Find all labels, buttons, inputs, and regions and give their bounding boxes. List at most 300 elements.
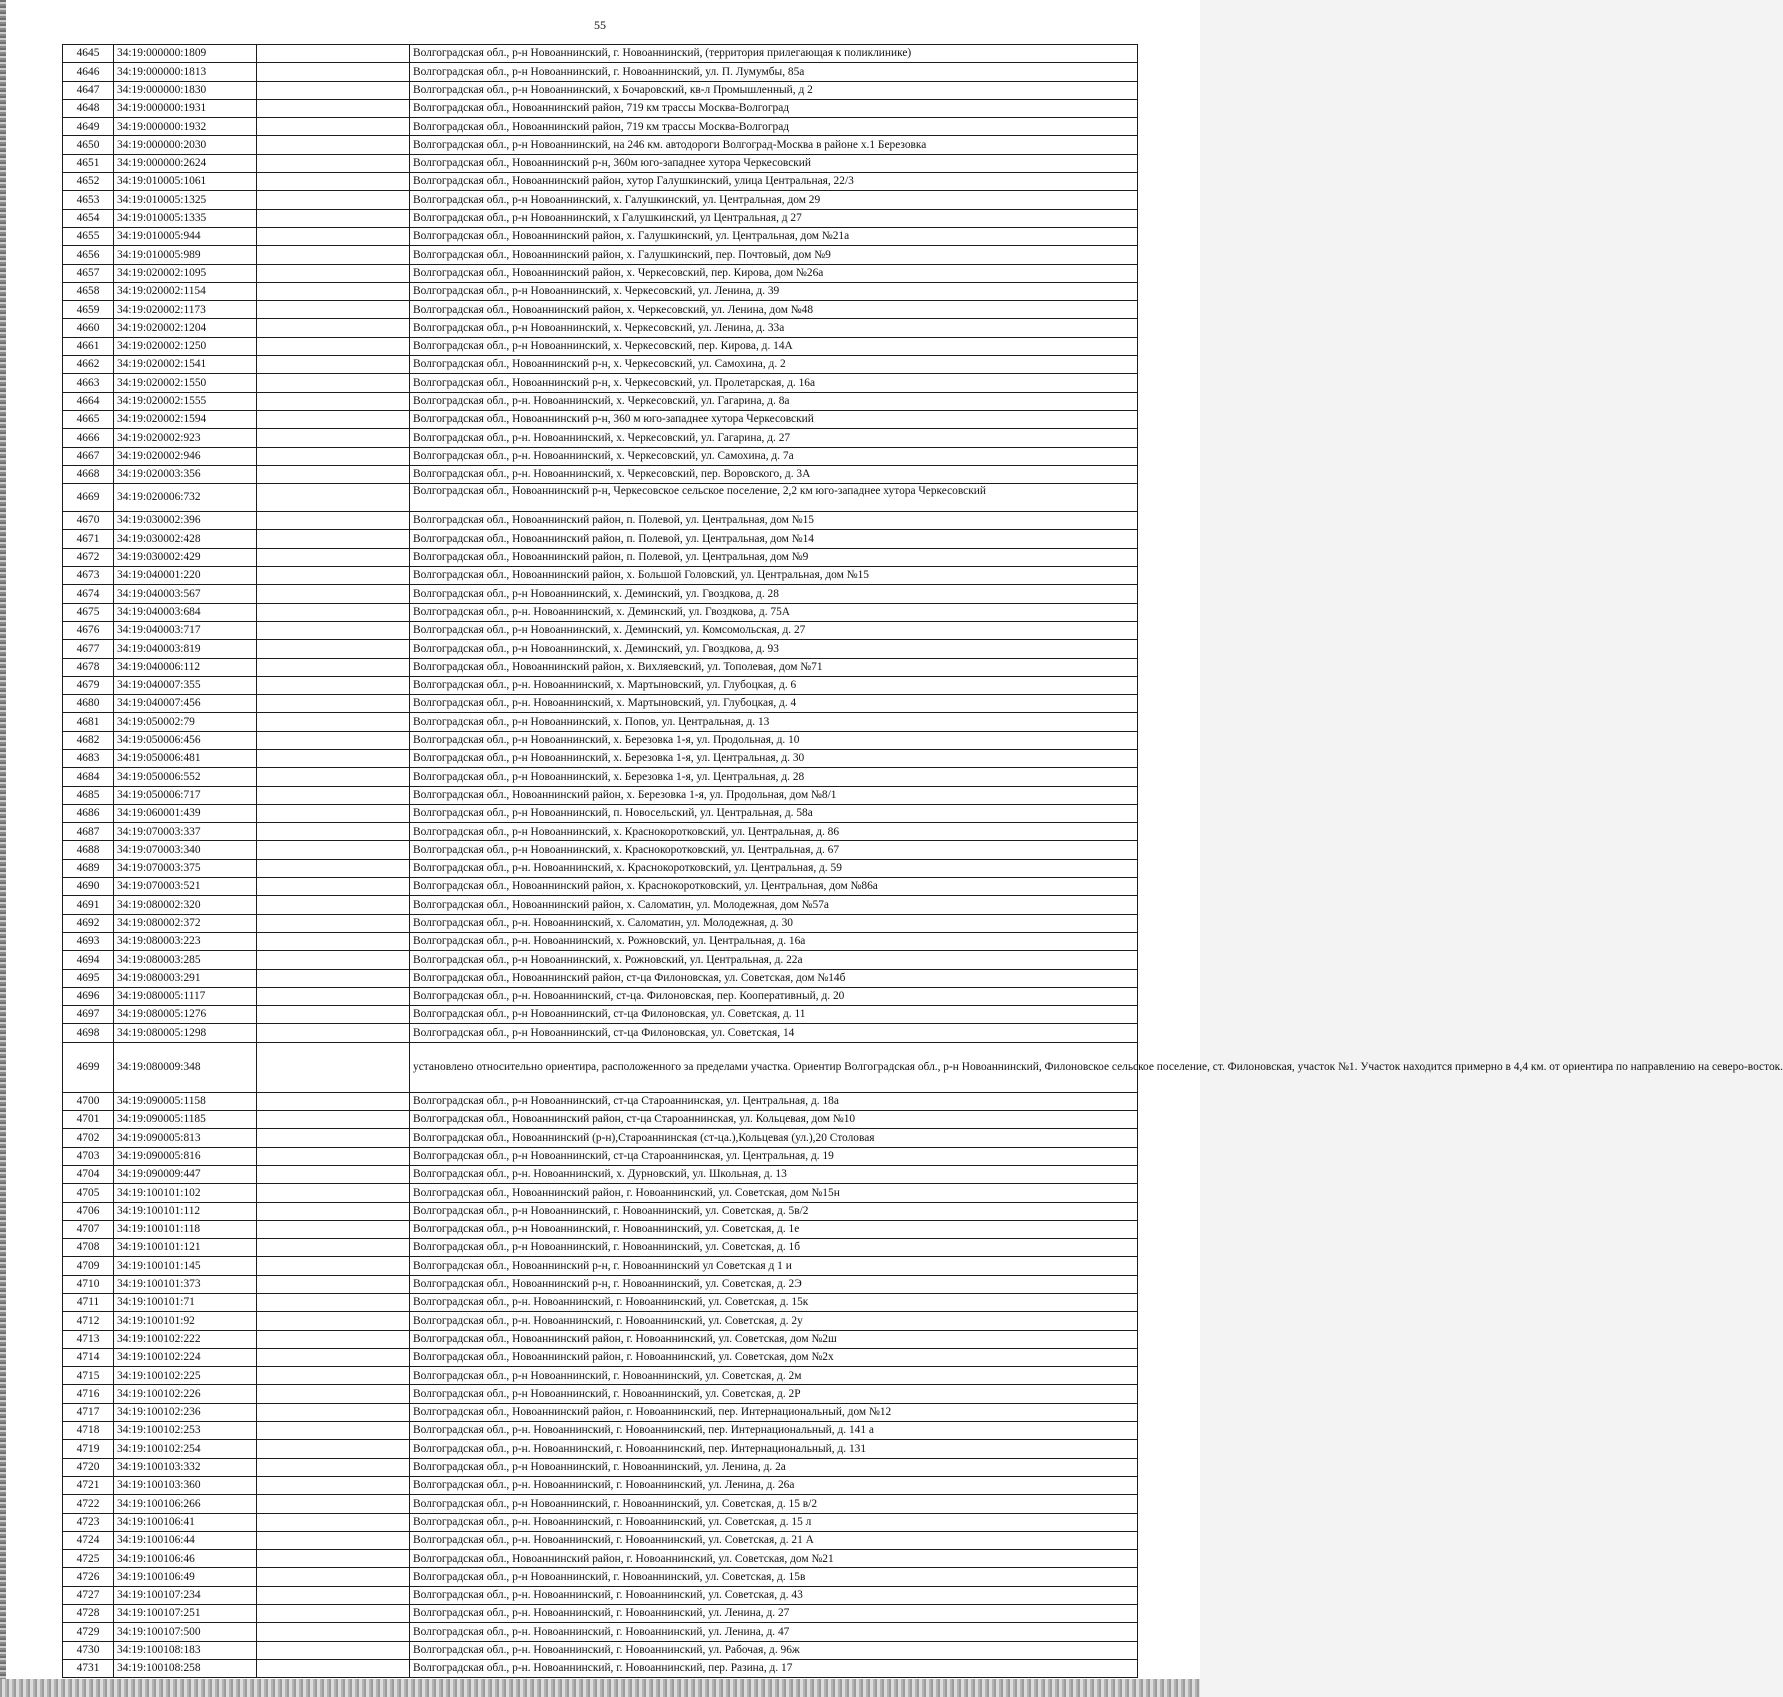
cadastral-number-cell: 34:19:040003:819: [114, 640, 257, 658]
cadastral-number-cell: 34:19:100102:226: [114, 1385, 257, 1403]
address-cell: Волгоградская обл., р-н. Новоаннинский, х. Дурновский, ул. Школьная, д. 13: [410, 1165, 1138, 1183]
address-cell: Волгоградская обл., р-н Новоаннинский, г. Новоаннинский, ул. Советская, д. 1е: [410, 1220, 1138, 1238]
row-number-cell: 4693: [63, 932, 114, 950]
empty-cell: [257, 1348, 410, 1366]
address-cell: Волгоградская обл., р-н Новоаннинский, х. Попов, ул. Центральная, д. 13: [410, 713, 1138, 731]
row-number-cell: 4710: [63, 1275, 114, 1293]
cadastral-number-cell: 34:19:040003:684: [114, 603, 257, 621]
address-cell: Волгоградская обл., р-н. Новоаннинский, г. Новоаннинский, ул. Ленина, д. 27: [410, 1605, 1138, 1623]
address-cell: Волгоградская обл., р-н. Новоаннинский, г. Новоаннинский, ул. Ленина, д. 47: [410, 1623, 1138, 1641]
cadastral-number-cell: 34:19:100101:102: [114, 1184, 257, 1202]
table-row: [63, 227, 1138, 245]
table-row: [63, 859, 1138, 877]
empty-cell: [257, 337, 410, 355]
address-cell: Волгоградская обл., р-н Новоаннинский, на 246 км. автодороги Волгоград-Москва в районе х.1 Березовка: [410, 136, 1138, 154]
table-row: [63, 1257, 1138, 1275]
cadastral-number-cell: 34:19:040007:456: [114, 695, 257, 713]
cadastral-number-cell: 34:19:100101:92: [114, 1312, 257, 1330]
table-row: [63, 896, 1138, 914]
address-cell: Волгоградская обл., Новоаннинский р-н, х. Черкесовский, ул. Самохина, д. 2: [410, 356, 1138, 374]
table-row: [63, 731, 1138, 749]
cadastral-number-cell: 34:19:070003:340: [114, 841, 257, 859]
row-number-cell: 4659: [63, 301, 114, 319]
row-number-cell: 4657: [63, 264, 114, 282]
row-number-cell: 4663: [63, 374, 114, 392]
address-cell: Волгоградская обл., р-н. Новоаннинский, г. Новоаннинский, ул. Советская, д. 15к: [410, 1294, 1138, 1312]
table-row: [63, 246, 1138, 264]
cadastral-number-cell: 34:19:020002:1555: [114, 392, 257, 410]
address-cell: Волгоградская обл., р-н. Новоаннинский, г. Новоаннинский, ул. Советская, д. 15 л: [410, 1513, 1138, 1531]
cadastral-number-cell: 34:19:020002:1594: [114, 410, 257, 428]
row-number-cell: 4655: [63, 227, 114, 245]
table-row: [63, 530, 1138, 548]
cadastral-number-cell: 34:19:030002:396: [114, 512, 257, 530]
empty-cell: [257, 1403, 410, 1421]
table-row: [63, 282, 1138, 300]
address-cell: Волгоградская обл., р-н Новоаннинский, г. Новоаннинский, ул. Советская, д. 2Р: [410, 1385, 1138, 1403]
address-cell: Волгоградская обл., р-н Новоаннинский, г. Новоаннинский, ул. Советская, д. 15в: [410, 1568, 1138, 1586]
cadastral-number-cell: 34:19:070003:337: [114, 823, 257, 841]
cadastral-number-cell: 34:19:040007:355: [114, 676, 257, 694]
empty-cell: [257, 356, 410, 374]
cadastral-number-cell: 34:19:100102:254: [114, 1440, 257, 1458]
address-cell: Волгоградская обл., р-н. Новоаннинский, ст-ца. Филоновская, пер. Кооперативный, д. 20: [410, 987, 1138, 1005]
empty-cell: [257, 1202, 410, 1220]
empty-cell: [257, 429, 410, 447]
row-number-cell: 4725: [63, 1550, 114, 1568]
empty-cell: [257, 282, 410, 300]
table-row: [63, 1294, 1138, 1312]
cadastral-number-cell: 34:19:020006:732: [114, 484, 257, 512]
cadastral-number-cell: 34:19:090005:1185: [114, 1111, 257, 1129]
empty-cell: [257, 987, 410, 1005]
address-cell: Волгоградская обл., р-н Новоаннинский, г. Новоаннинский, ул. Советская, д. 15 в/2: [410, 1495, 1138, 1513]
table-row: [63, 173, 1138, 191]
address-cell: Волгоградская обл., Новоаннинский район, п. Полевой, ул. Центральная, дом №15: [410, 512, 1138, 530]
table-row: [63, 585, 1138, 603]
row-number-cell: 4681: [63, 713, 114, 731]
address-cell: Волгоградская обл., Новоаннинский (р-н),Староаннинская (ст-ца.),Кольцевая (ул.),20 Столовая: [410, 1129, 1138, 1147]
row-number-cell: 4653: [63, 191, 114, 209]
table-row: [63, 987, 1138, 1005]
cadastral-number-cell: 34:19:100106:41: [114, 1513, 257, 1531]
table-row: [63, 136, 1138, 154]
address-cell: Волгоградская обл., р-н Новоаннинский, х. Березовка 1-я, ул. Центральная, д. 30: [410, 749, 1138, 767]
empty-cell: [257, 227, 410, 245]
table-row: [63, 969, 1138, 987]
empty-cell: [257, 1495, 410, 1513]
table-row: [63, 63, 1138, 81]
empty-cell: [257, 63, 410, 81]
empty-cell: [257, 896, 410, 914]
empty-cell: [257, 823, 410, 841]
table-row: [63, 1006, 1138, 1024]
row-number-cell: 4716: [63, 1385, 114, 1403]
cadastral-number-cell: 34:19:100108:183: [114, 1641, 257, 1659]
empty-cell: [257, 530, 410, 548]
table-row: [63, 658, 1138, 676]
empty-cell: [257, 1312, 410, 1330]
row-number-cell: 4683: [63, 749, 114, 767]
empty-cell: [257, 136, 410, 154]
address-cell: Волгоградская обл., р-н Новоаннинский, ст-ца Староаннинская, ул. Центральная, д. 18а: [410, 1092, 1138, 1110]
row-number-cell: 4669: [63, 484, 114, 512]
empty-cell: [257, 1531, 410, 1549]
cadastral-number-cell: 34:19:040006:112: [114, 658, 257, 676]
cadastral-number-cell: 34:19:080005:1276: [114, 1006, 257, 1024]
cadastral-number-cell: 34:19:040001:220: [114, 567, 257, 585]
table-row: [63, 392, 1138, 410]
address-cell: Волгоградская обл., р-н. Новоаннинский, г. Новоаннинский, пер. Интернациональный, д. 131: [410, 1440, 1138, 1458]
table-row: [63, 1550, 1138, 1568]
cadastral-number-cell: 34:19:000000:1809: [114, 45, 257, 63]
table-row: [63, 603, 1138, 621]
empty-cell: [257, 1476, 410, 1494]
table-row: [63, 264, 1138, 282]
table-row: [63, 374, 1138, 392]
address-cell: Волгоградская обл., р-н. Новоаннинский, г. Новоаннинский, ул. Рабочая, д. 96ж: [410, 1641, 1138, 1659]
table-row: [63, 1239, 1138, 1257]
address-cell: Волгоградская обл., р-н Новоаннинский, х. Галушкинский, ул. Центральная, дом 29: [410, 191, 1138, 209]
empty-cell: [257, 585, 410, 603]
table-row: [63, 191, 1138, 209]
address-cell: Волгоградская обл., Новоаннинский район, х. Березовка 1-я, ул. Продольная, дом №8/1: [410, 786, 1138, 804]
empty-cell: [257, 410, 410, 428]
row-number-cell: 4712: [63, 1312, 114, 1330]
property-registry-table: [62, 44, 1783, 1678]
table-row: [63, 823, 1138, 841]
address-cell: Волгоградская обл., р-н Новоаннинский, п. Новосельский, ул. Центральная, д. 58а: [410, 804, 1138, 822]
table-row: [63, 301, 1138, 319]
row-number-cell: 4714: [63, 1348, 114, 1366]
cadastral-number-cell: 34:19:080003:223: [114, 932, 257, 950]
empty-cell: [257, 173, 410, 191]
cadastral-number-cell: 34:19:030002:429: [114, 548, 257, 566]
cadastral-number-cell: 34:19:010005:1335: [114, 209, 257, 227]
table-row: [63, 209, 1138, 227]
table-row: [63, 1458, 1138, 1476]
table-row: [63, 1623, 1138, 1641]
empty-cell: [257, 81, 410, 99]
empty-cell: [257, 1184, 410, 1202]
row-number-cell: 4649: [63, 118, 114, 136]
cadastral-number-cell: 34:19:100107:251: [114, 1605, 257, 1623]
row-number-cell: 4730: [63, 1641, 114, 1659]
cadastral-number-cell: 34:19:040003:567: [114, 585, 257, 603]
row-number-cell: 4701: [63, 1111, 114, 1129]
empty-cell: [257, 99, 410, 117]
address-cell: Волгоградская обл., р-н Новоаннинский, х. Березовка 1-я, ул. Центральная, д. 28: [410, 768, 1138, 786]
row-number-cell: 4667: [63, 447, 114, 465]
address-cell: Волгоградская обл., р-н. Новоаннинский, х. Мартыновский, ул. Глубоцкая, д. 4: [410, 695, 1138, 713]
table-row: [63, 1440, 1138, 1458]
empty-cell: [257, 621, 410, 639]
row-number-cell: 4726: [63, 1568, 114, 1586]
row-number-cell: 4711: [63, 1294, 114, 1312]
cadastral-number-cell: 34:19:100102:236: [114, 1403, 257, 1421]
address-cell: Волгоградская обл., р-н Новоаннинский, х. Березовка 1-я, ул. Продольная, д. 10: [410, 731, 1138, 749]
cadastral-number-cell: 34:19:100107:234: [114, 1586, 257, 1604]
row-number-cell: 4656: [63, 246, 114, 264]
empty-cell: [257, 768, 410, 786]
address-cell: Волгоградская обл., Новоаннинский р-н, х. Черкесовский, ул. Пролетарская, д. 16а: [410, 374, 1138, 392]
address-cell: Волгоградская обл., Новоаннинский район, х. Большой Головский, ул. Центральная, дом №15: [410, 567, 1138, 585]
address-cell: Волгоградская обл., Новоаннинский район, 719 км трассы Москва-Волгоград: [410, 99, 1138, 117]
table-row: [63, 695, 1138, 713]
table-row: [63, 1147, 1138, 1165]
address-cell: Волгоградская обл., р-н Новоаннинский, х. Краснокоротковский, ул. Центральная, д. 86: [410, 823, 1138, 841]
address-cell: Волгоградская обл., р-н Новоаннинский, х. Деминский, ул. Гвоздкова, д. 28: [410, 585, 1138, 603]
cadastral-number-cell: 34:19:080002:320: [114, 896, 257, 914]
row-number-cell: 4665: [63, 410, 114, 428]
cadastral-number-cell: 34:19:100102:222: [114, 1330, 257, 1348]
empty-cell: [257, 713, 410, 731]
table-row: [63, 640, 1138, 658]
cadastral-number-cell: 34:19:090005:816: [114, 1147, 257, 1165]
empty-cell: [257, 1440, 410, 1458]
address-cell: Волгоградская обл., Новоаннинский р-н, Черкесовское сельское поселение, 2,2 км юго-западнее хутора Черкесовский: [410, 484, 1138, 512]
address-cell: Волгоградская обл., Новоаннинский район, х. Вихляевский, ул. Тополевая, дом №71: [410, 658, 1138, 676]
table-row: [63, 410, 1138, 428]
table-row: [63, 1385, 1138, 1403]
table-row: [63, 81, 1138, 99]
cadastral-number-cell: 34:19:020002:1095: [114, 264, 257, 282]
row-number-cell: 4651: [63, 154, 114, 172]
row-number-cell: 4719: [63, 1440, 114, 1458]
row-number-cell: 4664: [63, 392, 114, 410]
row-number-cell: 4682: [63, 731, 114, 749]
row-number-cell: 4675: [63, 603, 114, 621]
cadastral-number-cell: 34:19:000000:1830: [114, 81, 257, 99]
table-row: [63, 1367, 1138, 1385]
address-cell: Волгоградская обл., р-н. Новоаннинский, х. Саломатин, ул. Молодежная, д. 30: [410, 914, 1138, 932]
empty-cell: [257, 1129, 410, 1147]
row-number-cell: 4676: [63, 621, 114, 639]
row-number-cell: 4718: [63, 1422, 114, 1440]
cadastral-number-cell: 34:19:080002:372: [114, 914, 257, 932]
row-number-cell: 4650: [63, 136, 114, 154]
address-cell: Волгоградская обл., Новоаннинский р-н, г. Новоаннинский, ул. Советская, д. 2Э: [410, 1275, 1138, 1293]
cadastral-number-cell: 34:19:040003:717: [114, 621, 257, 639]
table-row: [63, 45, 1138, 63]
empty-cell: [257, 1659, 410, 1677]
row-number-cell: 4684: [63, 768, 114, 786]
address-cell: Волгоградская обл., Новоаннинский район, г. Новоаннинский, ул. Советская, дом №21: [410, 1550, 1138, 1568]
row-number-cell: 4652: [63, 173, 114, 191]
cadastral-number-cell: 34:19:100106:49: [114, 1568, 257, 1586]
empty-cell: [257, 749, 410, 767]
row-number-cell: 4688: [63, 841, 114, 859]
row-number-cell: 4658: [63, 282, 114, 300]
address-cell: Волгоградская обл., р-н Новоаннинский, х. Рожновский, ул. Центральная, д. 22а: [410, 951, 1138, 969]
address-cell: Волгоградская обл., р-н Новоаннинский, х Галушкинский, ул Центральная, д 27: [410, 209, 1138, 227]
cadastral-number-cell: 34:19:090009:447: [114, 1165, 257, 1183]
table-row: [63, 841, 1138, 859]
table-row: [63, 1641, 1138, 1659]
cadastral-number-cell: 34:19:090005:1158: [114, 1092, 257, 1110]
empty-cell: [257, 1586, 410, 1604]
address-cell: Волгоградская обл., Новоаннинский р-н, 360 м юго-западнее хутора Черкесовский: [410, 410, 1138, 428]
cadastral-number-cell: 34:19:100103:332: [114, 1458, 257, 1476]
row-number-cell: 4666: [63, 429, 114, 447]
address-cell: Волгоградская обл., Новоаннинский район, х. Галушкинский, ул. Центральная, дом №21а: [410, 227, 1138, 245]
table-row: [63, 1092, 1138, 1110]
cadastral-number-cell: 34:19:020002:946: [114, 447, 257, 465]
cadastral-number-cell: 34:19:100101:145: [114, 1257, 257, 1275]
empty-cell: [257, 512, 410, 530]
table-row: [63, 319, 1138, 337]
address-cell: Волгоградская обл., р-н. Новоаннинский, г. Новоаннинский, ул. Ленина, д. 26а: [410, 1476, 1138, 1494]
cadastral-number-cell: 34:19:100103:360: [114, 1476, 257, 1494]
empty-cell: [257, 392, 410, 410]
table-row: [63, 932, 1138, 950]
table-row: [63, 429, 1138, 447]
row-number-cell: 4713: [63, 1330, 114, 1348]
empty-cell: [257, 676, 410, 694]
table-row: [63, 99, 1138, 117]
cadastral-number-cell: 34:19:020002:1250: [114, 337, 257, 355]
address-cell: Волгоградская обл., р-н Новоаннинский, г. Новоаннинский, ул. Советская, д. 1б: [410, 1239, 1138, 1257]
row-number-cell: 4672: [63, 548, 114, 566]
table-row: [63, 1275, 1138, 1293]
empty-cell: [257, 1641, 410, 1659]
cadastral-number-cell: 34:19:070003:375: [114, 859, 257, 877]
empty-cell: [257, 191, 410, 209]
address-cell: Волгоградская обл., р-н. Новоаннинский, х. Черкесовский, ул. Гагарина, д. 8а: [410, 392, 1138, 410]
table-row: [63, 512, 1138, 530]
empty-cell: [257, 1458, 410, 1476]
cadastral-number-cell: 34:19:100106:266: [114, 1495, 257, 1513]
row-number-cell: 4673: [63, 567, 114, 585]
cadastral-number-cell: 34:19:100101:112: [114, 1202, 257, 1220]
empty-cell: [257, 1513, 410, 1531]
address-cell: Волгоградская обл., Новоаннинский р-н, 360м юго-западнее хутора Черкесовский: [410, 154, 1138, 172]
table-row: [63, 1312, 1138, 1330]
empty-cell: [257, 841, 410, 859]
cadastral-number-cell: 34:19:100102:224: [114, 1348, 257, 1366]
empty-cell: [257, 1605, 410, 1623]
empty-cell: [257, 786, 410, 804]
cadastral-number-cell: 34:19:100108:258: [114, 1659, 257, 1677]
empty-cell: [257, 1367, 410, 1385]
table-row: [63, 951, 1138, 969]
address-cell: Волгоградская обл., Новоаннинский район, ст-ца Филоновская, ул. Советская, дом №14б: [410, 969, 1138, 987]
cadastral-number-cell: 34:19:050006:481: [114, 749, 257, 767]
address-cell: Волгоградская обл., р-н Новоаннинский, г. Новоаннинский, ул. Советская, д. 2м: [410, 1367, 1138, 1385]
empty-cell: [257, 1623, 410, 1641]
table-row: [63, 118, 1138, 136]
empty-cell: [257, 1568, 410, 1586]
cadastral-number-cell: 34:19:050002:79: [114, 713, 257, 731]
row-number-cell: 4700: [63, 1092, 114, 1110]
empty-cell: [257, 914, 410, 932]
cadastral-number-cell: 34:19:000000:1931: [114, 99, 257, 117]
empty-cell: [257, 1024, 410, 1042]
empty-cell: [257, 1257, 410, 1275]
empty-cell: [257, 301, 410, 319]
table-row: [63, 484, 1138, 512]
address-cell: Волгоградская обл., р-н Новоаннинский, х Бочаровский, кв-л Промышленный, д 2: [410, 81, 1138, 99]
row-number-cell: 4694: [63, 951, 114, 969]
address-cell: Волгоградская обл., р-н Новоаннинский, х. Черкесовский, ул. Ленина, д. 39: [410, 282, 1138, 300]
table-row: [63, 1220, 1138, 1238]
cadastral-number-cell: 34:19:000000:1813: [114, 63, 257, 81]
row-number-cell: 4697: [63, 1006, 114, 1024]
row-number-cell: 4679: [63, 676, 114, 694]
table-row: [63, 749, 1138, 767]
address-cell: Волгоградская обл., Новоаннинский район, ст-ца Староаннинская, ул. Кольцевая, дом №10: [410, 1111, 1138, 1129]
table-row: [63, 154, 1138, 172]
cadastral-number-cell: 34:19:010005:944: [114, 227, 257, 245]
address-cell: Волгоградская обл., р-н. Новоаннинский, х. Мартыновский, ул. Глубоцкая, д. 6: [410, 676, 1138, 694]
empty-cell: [257, 118, 410, 136]
address-cell: Волгоградская обл., р-н. Новоаннинский, х. Черкесовский, ул. Гагарина, д. 27: [410, 429, 1138, 447]
row-number-cell: 4702: [63, 1129, 114, 1147]
row-number-cell: 4687: [63, 823, 114, 841]
empty-cell: [257, 484, 410, 512]
cadastral-number-cell: 34:19:050006:552: [114, 768, 257, 786]
address-cell: Волгоградская обл., Новоаннинский район, г. Новоаннинский, пер. Интернациональный, дом №12: [410, 1403, 1138, 1421]
table-row: [63, 1422, 1138, 1440]
cadastral-number-cell: 34:19:000000:2030: [114, 136, 257, 154]
cadastral-number-cell: 34:19:100102:253: [114, 1422, 257, 1440]
row-number-cell: 4671: [63, 530, 114, 548]
address-cell: Волгоградская обл., Новоаннинский район, х. Краснокоротковский, ул. Центральная, дом №86а: [410, 878, 1138, 896]
empty-cell: [257, 264, 410, 282]
address-cell: Волгоградская обл., Новоаннинский район, х. Саломатин, ул. Молодежная, дом №57а: [410, 896, 1138, 914]
table-body: [63, 45, 1783, 1678]
table-row: [63, 713, 1138, 731]
row-number-cell: 4704: [63, 1165, 114, 1183]
scan-edge-left: [0, 0, 6, 1697]
empty-cell: [257, 374, 410, 392]
address-cell: Волгоградская обл., Новоаннинский район, х. Черкесовский, ул. Ленина, дом №48: [410, 301, 1138, 319]
table-row: [63, 1495, 1138, 1513]
row-number-cell: 4720: [63, 1458, 114, 1476]
cadastral-number-cell: 34:19:010005:989: [114, 246, 257, 264]
empty-cell: [257, 246, 410, 264]
cadastral-number-cell: 34:19:050006:456: [114, 731, 257, 749]
cadastral-number-cell: 34:19:080005:1117: [114, 987, 257, 1005]
empty-cell: [257, 1294, 410, 1312]
cadastral-number-cell: 34:19:020002:1541: [114, 356, 257, 374]
empty-cell: [257, 640, 410, 658]
table-row: [63, 1531, 1138, 1549]
address-cell: Волгоградская обл., Новоаннинский район, хутор Галушкинский, улица Центральная, 22/3: [410, 173, 1138, 191]
row-number-cell: 4731: [63, 1659, 114, 1677]
table-row: [63, 1184, 1138, 1202]
row-number-cell: 4678: [63, 658, 114, 676]
row-number-cell: 4689: [63, 859, 114, 877]
empty-cell: [257, 1385, 410, 1403]
address-cell: установлено относительно ориентира, расположенного за пределами участка. Ориентир Волгоградская обл., р-н Новоаннинский, Филоновское сельское поселение, ст. Филоновская, участок №1. Участок находится примерно в 4,4 км. от ориентира по направлению на северо-восток.: [410, 1042, 1138, 1092]
row-number-cell: 4703: [63, 1147, 114, 1165]
table-row: [63, 1202, 1138, 1220]
table-row: [63, 1348, 1138, 1366]
table-row: [63, 548, 1138, 566]
empty-cell: [257, 695, 410, 713]
row-number-cell: 4729: [63, 1623, 114, 1641]
cadastral-number-cell: 34:19:020002:1154: [114, 282, 257, 300]
empty-cell: [257, 1220, 410, 1238]
row-number-cell: 4706: [63, 1202, 114, 1220]
table-row: [63, 1129, 1138, 1147]
address-cell: Волгоградская обл., р-н. Новоаннинский, х. Черкесовский, ул. Самохина, д. 7а: [410, 447, 1138, 465]
row-number-cell: 4724: [63, 1531, 114, 1549]
cadastral-number-cell: 34:19:100101:373: [114, 1275, 257, 1293]
table-row: [63, 621, 1138, 639]
address-cell: Волгоградская обл., Новоаннинский р-н, г. Новоаннинский ул Советская д 1 и: [410, 1257, 1138, 1275]
